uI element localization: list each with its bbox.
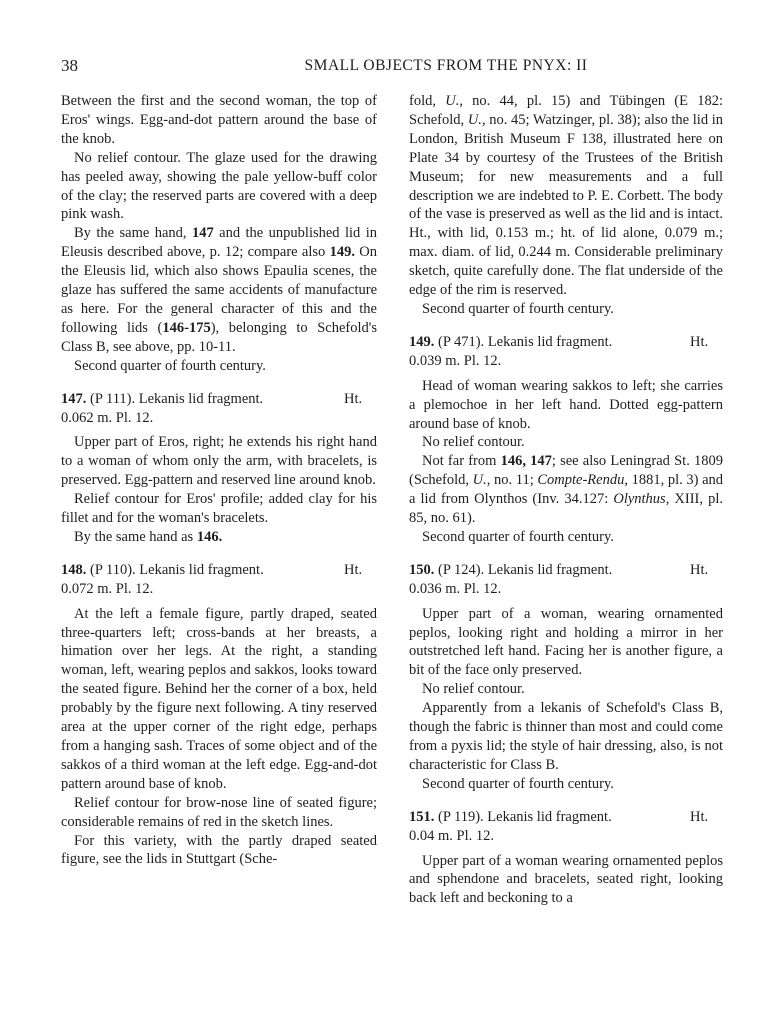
paragraph: Relief contour for Eros' profile; added clay for his fillet and for the woman's bracelets. bbox=[61, 491, 377, 527]
paragraph: Relief contour for brow-nose line of seated figure; considerable remains of red in the sketch lines. bbox=[61, 794, 377, 830]
entry-number: 147. bbox=[61, 390, 87, 407]
paragraph: Upper part of a woman, wearing ornamented peplos, looking right and holding a mirror in her outstretched left hand. Facing her is another figure, a bit of the face only preserved. bbox=[409, 605, 723, 679]
italic-ref: Olynthus bbox=[613, 491, 666, 508]
entry-number: 148. bbox=[61, 561, 87, 578]
inventory-number: (P 119). bbox=[438, 808, 484, 825]
paragraph: No relief contour. bbox=[422, 681, 525, 698]
inventory-number: (P 111). bbox=[90, 390, 136, 407]
entry-number: 149. bbox=[409, 333, 435, 350]
entry-title: Lekanis lid fragment. bbox=[487, 333, 613, 350]
left-column bbox=[61, 92, 377, 869]
text-span: , no. 44, pl. 15) and Tübingen (E 182: Schefold, bbox=[409, 93, 723, 128]
dimensions: 0.062 m. Pl. 12. bbox=[61, 409, 154, 426]
paragraph bbox=[61, 224, 377, 356]
date-line: Second quarter of fourth century. bbox=[422, 300, 614, 317]
paragraph: No relief contour. bbox=[422, 434, 525, 451]
entry-heading-149: 149. (P 471). Lekanis lid fragment. Ht. 0.039 m. Pl. 12. bbox=[409, 333, 723, 371]
dimensions: 0.072 m. Pl. 12. bbox=[61, 580, 154, 597]
text-span: , 1881, pl. 3) and a lid from Olynthos (Inv. 34.127: bbox=[409, 472, 724, 508]
entry-heading-147: 147. (P 111). Lekanis lid fragment. Ht. 0.062 m. Pl. 12. bbox=[61, 390, 377, 428]
dimensions: 0.04 m. Pl. 12. bbox=[409, 827, 494, 844]
italic-ref: U. bbox=[445, 93, 460, 109]
inventory-number: (P 471). bbox=[438, 333, 485, 350]
italic-ref: Compte-Rendu bbox=[537, 472, 625, 489]
inventory-number: (P 124). bbox=[438, 561, 485, 578]
text-span: , no. 11; bbox=[486, 472, 538, 489]
text-span: and the unpublished lid in Eleusis described above, p. 12; compare also bbox=[61, 225, 377, 261]
catalog-ref: 146. bbox=[196, 528, 223, 545]
italic-ref: U. bbox=[472, 472, 487, 489]
inventory-number: (P 110). bbox=[90, 561, 136, 578]
catalog-ref: 147 bbox=[191, 225, 214, 242]
running-head: SMALL OBJECTS FROM THE PNYX: II bbox=[304, 57, 588, 74]
paragraph: No relief contour. The glaze used for the drawing has peeled away, showing the pale yellow-buff color of the clay; the reserved parts are covered with a deep pink wash. bbox=[61, 149, 377, 223]
catalog-ref: 149. bbox=[329, 244, 355, 261]
dimensions: 0.036 m. Pl. 12. bbox=[409, 580, 502, 597]
page-number: 38 bbox=[61, 56, 78, 75]
date-line: Second quarter of fourth century. bbox=[422, 775, 614, 792]
text-span: ; see also Leningrad St. 1809 (Schefold, bbox=[409, 453, 723, 489]
paragraph: Between the first and the second woman, the top of Eros' wings. Egg-and-dot pattern around the base of the knob. bbox=[61, 93, 377, 147]
paragraph: At the left a female figure, partly draped, seated three-quarters left; cross-bands at her breasts, a himation over her legs. At the right, a standing woman, left, wearing peplos and sakkos, looks toward the seated figure. Behind her the corner of a box, held probably by the figure next following. A tiny reserved area at the upper corner of the right edge, perhaps from a hanging sash. Traces of some object and of the sakkos of a third woman at the left edge. Egg-and-dot pattern around base of knob. bbox=[61, 605, 377, 792]
text-span: By the same hand, bbox=[74, 225, 192, 242]
entry-title: Lekanis lid fragment. bbox=[138, 390, 264, 407]
paragraph: Apparently from a lekanis of Schefold's Class B, though the fabric is thinner than most and could come from a pyxis lid; the style of hair dressing, also, is not characteristic for Class B. bbox=[409, 700, 723, 773]
dimensions: 0.039 m. Pl. 12. bbox=[409, 352, 502, 369]
text-span: , no. 45; Watzinger, pl. 38); also the lid in London, British Museum F 138, illustrated here on Plate 34 by courtesy of the Trustees of the British Museum; for new measurements and a full description we are indebted to P. E. Corbett. The body of the vase is preserved as well as the lid and is intact. Ht., with lid, 0.153 m.; ht. of lid alone, 0.079 m.; max. diam. of lid, 0.244 m. Considerable preliminary sketch, quite carefully done. The flat underside of the edge of the rim is reserved. bbox=[409, 111, 723, 299]
catalog-ref: 146, 147 bbox=[500, 453, 552, 470]
entry-title: Lekanis lid fragment. bbox=[487, 561, 613, 578]
entry-title: Lekanis lid fragment. bbox=[139, 561, 264, 578]
entry-number: 150. bbox=[409, 561, 435, 578]
right-column bbox=[409, 92, 723, 908]
text-span: Not far from bbox=[422, 453, 501, 470]
entry-heading-148: 148. (P 110). Lekanis lid fragment. Ht. 0.072 m. Pl. 12. bbox=[61, 561, 377, 599]
page-header bbox=[61, 57, 721, 79]
catalog-ref: 146-175 bbox=[162, 319, 211, 336]
text-span: fold, bbox=[409, 93, 446, 109]
entry-heading-150: 150. (P 124). Lekanis lid fragment. Ht. 0.036 m. Pl. 12. bbox=[409, 561, 723, 599]
paragraph: Head of woman wearing sakkos to left; she carries a plemochoe in her left hand. Dotted egg-pattern around base of knob. bbox=[409, 377, 723, 432]
text-span: On the Eleusis lid, which also shows Epaulia scenes, the glaze has suffered the same accidents of manufacture as here. For the general character of this and the following lids ( bbox=[61, 244, 377, 336]
entry-number: 151. bbox=[409, 808, 435, 825]
paragraph bbox=[61, 528, 377, 547]
date-line: Second quarter of fourth century. bbox=[74, 357, 266, 374]
text-span: By the same hand as bbox=[74, 528, 197, 545]
entry-heading-151: 151. (P 119). Lekanis lid fragment. Ht. 0.04 m. Pl. 12. bbox=[409, 808, 723, 846]
entry-title: Lekanis lid fragment. bbox=[487, 808, 612, 825]
text-span: , XIII, pl. 85, no. 61). bbox=[409, 491, 723, 527]
date-line: Second quarter of fourth century. bbox=[422, 528, 614, 545]
paragraph: Upper part of a woman wearing ornamented peplos and sphendone and bracelets, seated right, looking back left and beckoning to a bbox=[409, 852, 723, 907]
paragraph bbox=[409, 452, 723, 528]
paragraph bbox=[409, 92, 723, 300]
paragraph: Upper part of Eros, right; he extends his right hand to a woman of whom only the arm, with bracelets, is preserved. Egg-pattern and reserved line around knob. bbox=[61, 434, 377, 489]
paragraph: For this variety, with the partly draped seated figure, see the lids in Stuttgart (Sche- bbox=[61, 832, 377, 868]
italic-ref: U. bbox=[467, 111, 482, 128]
text-span: ), belonging to Schefold's Class B, see above, pp. 10-11. bbox=[61, 319, 377, 355]
